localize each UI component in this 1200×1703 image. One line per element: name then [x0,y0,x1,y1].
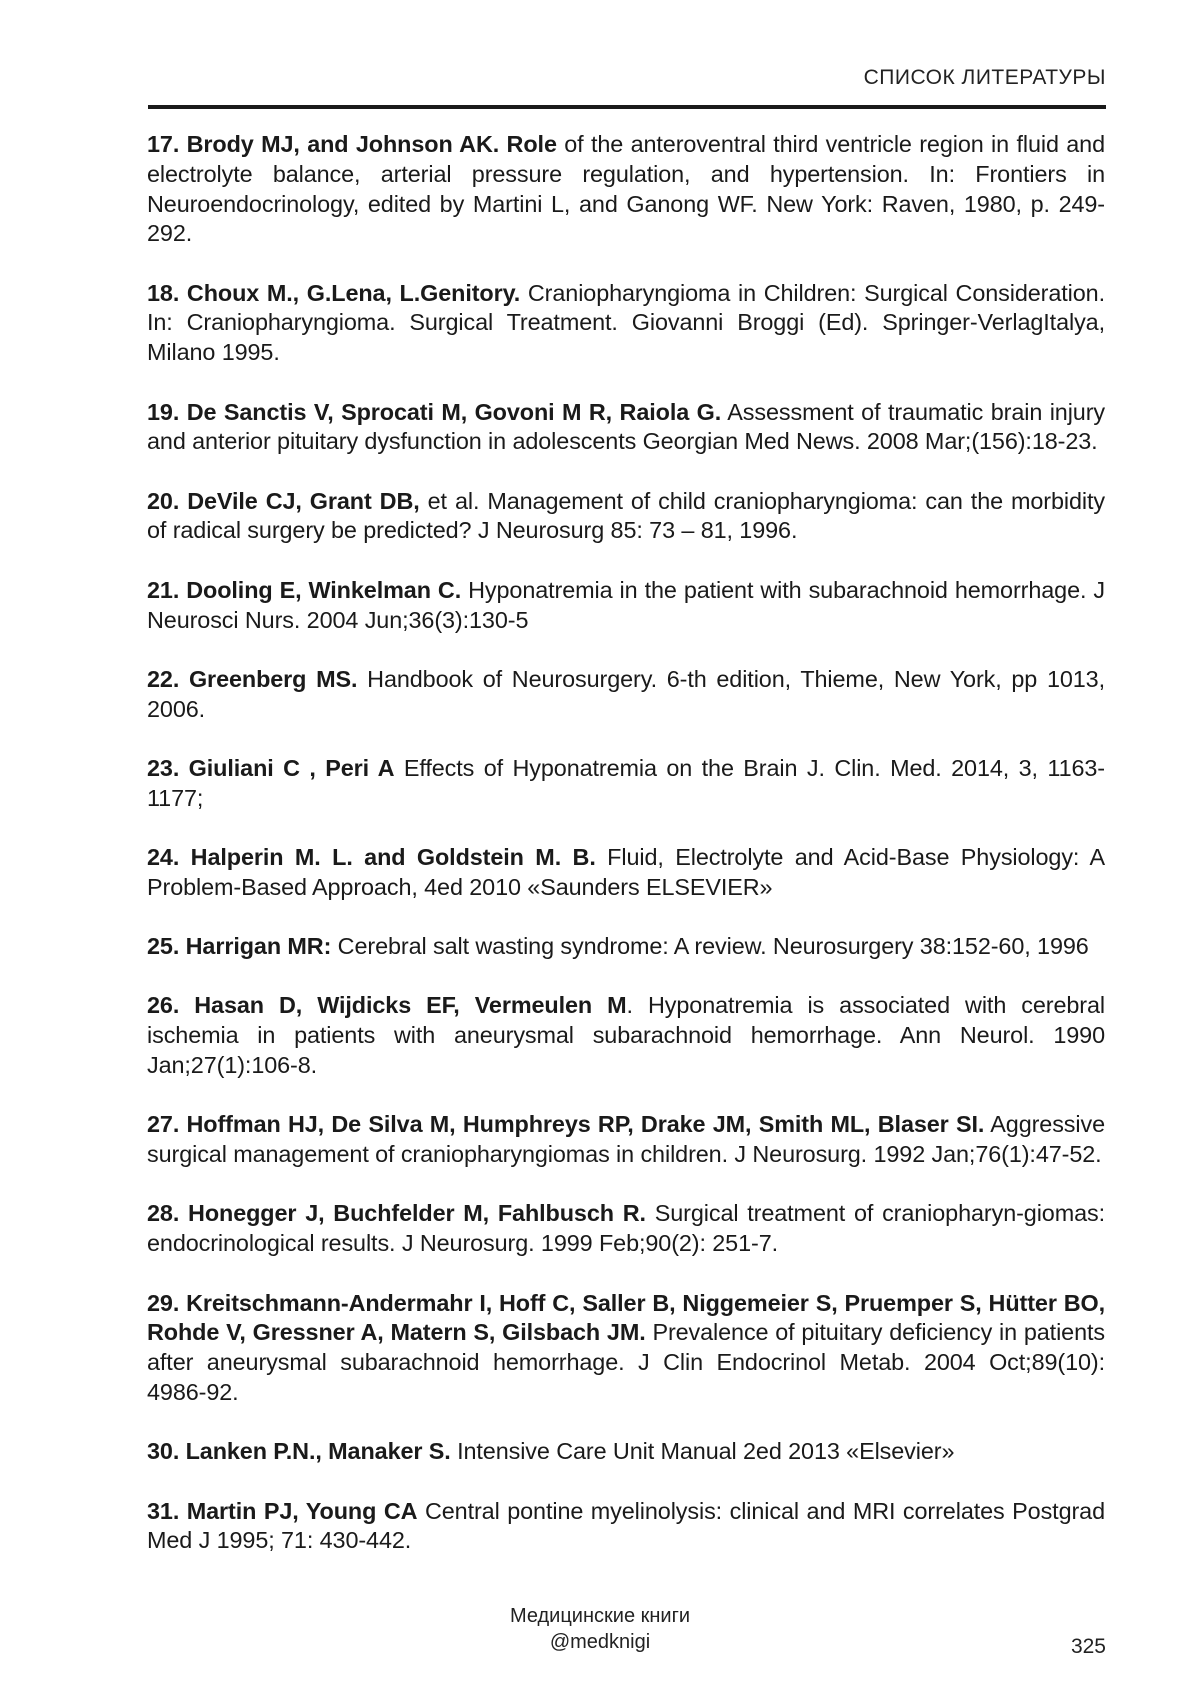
reference-text: Cerebral salt wasting syndrome: A review. Neurosurgery 38:152-60, 1996 [331,933,1089,960]
reference-authors: 30. Lanken P.N., Manaker S. [147,1438,451,1465]
reference-authors: 25. Harrigan MR: [147,933,332,960]
reference-text: Fluid, Electrolyte and Acid-Base Physiology: A Problem-Based Approach, 4ed 2010 «Saunders ELSEVIER» [147,844,1105,900]
reference-text: Assessment of traumatic brain injury and anterior pituitary dysfunction in adolescents Georgian Med News. 2008 Mar;(156):18-23. [147,398,1106,455]
reference-item [147,279,1105,368]
reference-item [147,1497,1105,1557]
reference-item [147,576,1105,636]
reference-item [147,1289,1105,1408]
reference-item [147,398,1105,458]
reference-text: Prevalence of pituitary deficiency in patients after aneurysmal subarachnoid hemorrhage. J Clin Endocrinol Metab. 2004 Oct;89(10): 4986-92. [147,1319,1105,1405]
reference-item [147,1199,1105,1259]
reference-item [147,843,1105,903]
reference-authors: 19. De Sanctis V, Sprocati M, Govoni M R, Raiola G. [147,398,722,425]
reference-text: Central pontine myelinolysis: clinical and MRI correlates Postgrad Med J 1995; 71: 430-442. [147,1497,1105,1554]
reference-authors: 17. Brody MJ, and Johnson AK. Role [147,131,557,157]
reference-text: Effects of Hyponatremia on the Brain J. Clin. Med. 2014, 3, 1163-1177; [147,754,1105,811]
reference-item [147,665,1105,725]
reference-text: of the anteroventral third ventricle region in fluid and electrolyte balance, arterial pressure regulation, and hypertension. In: Frontiers in Neuroendocrinology, edited by Martini L, and Ganong WF. New York: Raven, 1980, p. 249-292. [147,131,1106,247]
reference-authors: 24. Halperin M. L. and Goldstein M. B. [147,844,596,871]
reference-authors: 23. Giuliani C , Peri A [147,754,395,781]
reference-authors: 29. Kreitschmann-Andermahr I, Hoff C, Saller B, Niggemeier S, Pruemper S, Hütter BO, Rohde V, Gressner A, Matern S, Gilsbach JM. [147,1289,1105,1346]
watermark [490,1603,710,1655]
reference-item [147,1110,1105,1170]
reference-authors: 20. DeVile CJ, Grant DB, [147,487,420,514]
reference-authors: 28. Honegger J, Buchfelder M, Fahlbusch R. [147,1200,646,1227]
reference-list [147,130,1105,1586]
watermark-line: Медицинские книги [509,1605,691,1627]
reference-authors: 18. Choux M., G.Lena, L.Genitory. [147,279,521,306]
reference-item [147,130,1105,249]
reference-authors: 21. Dooling E, Winkelman C. [147,576,462,603]
reference-authors: 22. Greenberg MS. [147,665,358,692]
reference-authors: 26. Hasan D, Wijdicks EF, Vermeulen M [147,992,627,1019]
page-number: 325 [1070,1635,1106,1658]
reference-item [147,487,1105,547]
reference-text: et al. Management of child craniopharyngioma: can the morbidity of radical surgery be predicted? J Neurosurg 85: 73 – 81, 1996. [147,487,1106,544]
reference-text: Surgical treatment of craniopharyn-giomas: endocrinological results. J Neurosurg. 1999 Feb;90(2): 251-7. [147,1200,1105,1257]
reference-text: Hyponatremia in the patient with subarachnoid hemorrhage. J Neurosci Nurs. 2004 Jun;36(3):130-5 [147,576,1105,633]
watermark-handle: @medknigi [549,1631,651,1653]
reference-item [147,932,1105,962]
reference-text: . Hyponatremia is associated with cerebral ischemia in patients with aneurysmal subarachnoid hemorrhage. Ann Neurol. 1990 Jan;27(1):106-8. [147,992,1105,1079]
reference-item [147,1437,1105,1467]
reference-authors: 31. Martin PJ, Young CA [147,1497,418,1524]
running-header: СПИСОК ЛИТЕРАТУРЫ [863,66,1106,89]
reference-text: Intensive Care Unit Manual 2ed 2013 «Elsevier» [450,1438,955,1465]
reference-text: Handbook of Neurosurgery. 6-th edition, Thieme, New York, pp 1013, 2006. [147,665,1105,722]
reference-text: Craniopharyngioma in Children: Surgical Consideration. In: Craniopharyngioma. Surgical Treatment. Giovanni Broggi (Ed). Springer-VerlagItalya, Milano 1995. [147,279,1105,366]
reference-authors: 27. Hoffman HJ, De Silva M, Humphreys RP, Drake JM, Smith ML, Blaser SI. [147,1111,985,1138]
reference-text: Aggressive surgical management of craniopharyngiomas in children. J Neurosurg. 1992 Jan;76(1):47-52. [147,1111,1105,1168]
reference-item [147,754,1105,814]
header-divider [148,105,1106,109]
reference-item [147,991,1105,1080]
